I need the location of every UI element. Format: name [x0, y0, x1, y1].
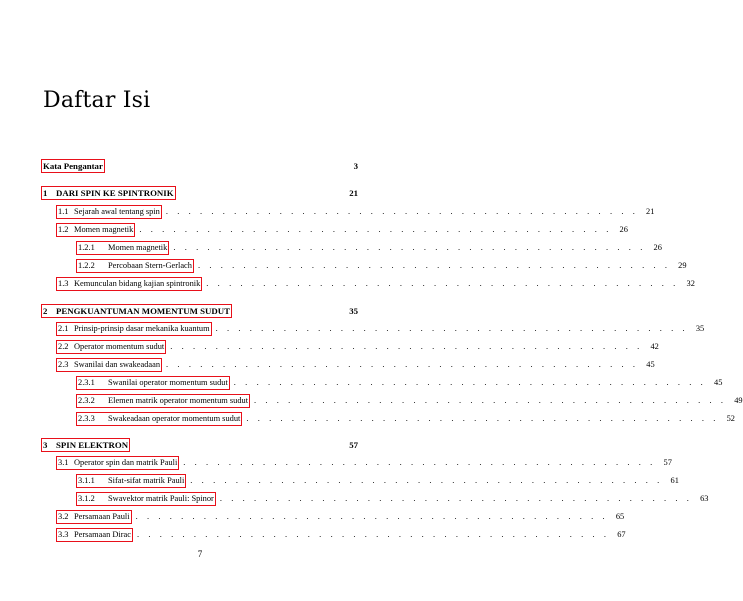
toc-entry-title: Swakeadaan operator momentum sudut	[108, 414, 241, 423]
toc-link[interactable]	[56, 277, 202, 291]
toc-entry[interactable]	[58, 340, 659, 352]
leader-dots: . . . . . . . . . . . . . . . . . . . . . . . . . . . . . . . . . . . . . . . . . .	[197, 261, 671, 270]
toc-entry[interactable]	[78, 376, 723, 388]
toc-entry-number: 3.1.2	[78, 494, 95, 503]
toc-entry-title: SPIN ELEKTRON	[56, 440, 129, 450]
toc-entry[interactable]	[58, 223, 628, 235]
toc-entry-page: 52	[726, 414, 735, 423]
toc-entry-page: 65	[615, 512, 625, 521]
toc-link[interactable]	[56, 528, 133, 542]
toc-entry-page: 49	[734, 396, 743, 405]
toc-entry-title: Elemen matrik operator momentum sudut	[108, 396, 249, 405]
toc-entry-page: 42	[650, 342, 659, 351]
toc-link[interactable]	[56, 322, 212, 336]
toc-link[interactable]	[56, 223, 135, 237]
toc-link[interactable]	[41, 186, 176, 200]
leader-dots: . . . . . . . . . . . . . . . . . . . . . . . . . . . . . . . . . . . . . . . . . .	[254, 396, 727, 405]
toc-entry-number: 2.1	[58, 324, 69, 333]
toc-link[interactable]	[41, 159, 105, 173]
toc-entry-title: PENGKUANTUMAN MOMENTUM SUDUT	[56, 306, 230, 316]
leader-dots: . . . . . . . . . . . . . . . . . . . . . . . . . . . . . . . . . . . . . . . . . .	[166, 360, 639, 369]
toc-entry-number: 2	[43, 306, 48, 316]
toc-link[interactable]	[76, 492, 216, 506]
toc-entry[interactable]	[58, 510, 625, 522]
toc-entry[interactable]	[78, 412, 735, 424]
toc-link[interactable]	[56, 456, 179, 470]
leader-dots: . . . . . . . . . . . . . . . . . . . . . . . . . . . . . . . . . . . . . . . . . .	[136, 530, 610, 539]
toc-entry-number: 3.2	[58, 512, 69, 521]
toc-entry[interactable]	[43, 438, 358, 450]
leader-dots: . . . . . . . . . . . . . . . . . . . . . . . . . . . . . . . . . . . . . . . . . .	[173, 243, 646, 252]
toc-entry-title: Kemunculan bidang kajian spintronik	[74, 279, 201, 288]
toc-link[interactable]	[41, 438, 130, 452]
toc-entry[interactable]	[43, 186, 358, 198]
toc-entry[interactable]	[58, 358, 655, 370]
toc-entry-page: 57	[349, 440, 358, 450]
toc-entry-title: Sejarah awal tentang spin	[74, 207, 160, 216]
leader-dots: . . . . . . . . . . . . . . . . . . . . . . . . . . . . . . . . . . . . . . . . . .	[233, 378, 707, 387]
toc-entry-number: 2.3	[58, 360, 69, 369]
toc-entry-page: 61	[670, 476, 679, 485]
toc-entry-title: DARI SPIN KE SPINTRONIK	[56, 188, 174, 198]
toc-entry-number: 1.3	[58, 279, 69, 288]
toc-link[interactable]	[56, 510, 132, 524]
toc-entry-number: 2.2	[58, 342, 69, 351]
toc-entry-title: Persamaan Dirac	[74, 530, 131, 539]
toc-entry-number: 3.1.1	[78, 476, 95, 485]
toc-entry-title: Kata Pengantar	[43, 161, 103, 171]
toc-link[interactable]	[76, 412, 242, 426]
toc-entry-page: 45	[646, 360, 655, 369]
toc-entry-number: 3.3	[58, 530, 69, 539]
toc-entry[interactable]	[58, 277, 695, 289]
toc-entry-number: 1.2.2	[78, 261, 95, 270]
toc-entry-page: 21	[646, 207, 655, 216]
page-title: Daftar Isi	[43, 88, 151, 113]
leader-dots: . . . . . . . . . . . . . . . . . . . . . . . . . . . . . . . . . . . . . . . . . .	[215, 324, 689, 333]
toc-entry-number: 1.1	[58, 207, 69, 216]
toc-entry-number: 1.2	[58, 225, 69, 234]
toc-entry-page: 67	[617, 530, 626, 539]
toc-entry-title: Persamaan Pauli	[74, 512, 130, 521]
toc-link[interactable]	[76, 474, 186, 488]
toc-entry-number: 2.3.2	[78, 396, 95, 405]
toc-entry[interactable]	[78, 241, 662, 253]
toc-link[interactable]	[56, 340, 166, 354]
toc-entry[interactable]	[43, 159, 358, 171]
toc-entry[interactable]	[78, 474, 679, 486]
toc-entry[interactable]	[78, 394, 743, 406]
toc-entry-title: Prinsip-prinsip dasar mekanika kuantum	[74, 324, 210, 333]
toc-entry-title: Swanilai dan swakeadaan	[74, 360, 161, 369]
toc-entry-title: Momen magnetik	[74, 225, 134, 234]
toc-entry[interactable]	[58, 456, 672, 468]
toc-entry-number: 2.3.3	[78, 414, 95, 423]
toc-entry-title: Operator spin dan matrik Pauli	[74, 458, 178, 467]
toc-entry-title: Sifat-sifat matrik Pauli	[108, 476, 185, 485]
toc-entry-page: 57	[663, 458, 672, 467]
toc-entry-title: Percobaan Stern-Gerlach	[108, 261, 192, 270]
leader-dots: . . . . . . . . . . . . . . . . . . . . . . . . . . . . . . . . . . . . . . . . . .	[183, 458, 656, 467]
toc-link[interactable]	[76, 376, 230, 390]
toc-entry-page: 35	[349, 306, 358, 316]
toc-entry[interactable]	[58, 322, 705, 334]
leader-dots: . . . . . . . . . . . . . . . . . . . . . . . . . . . . . . . . . . . . . . . . . .	[170, 342, 643, 351]
leader-dots: . . . . . . . . . . . . . . . . . . . . . . . . . . . . . . . . . . . . . . . . . .	[190, 476, 663, 485]
toc-entry-number: 3.1	[58, 458, 69, 467]
toc-entry-page: 3	[353, 161, 358, 171]
leader-dots: . . . . . . . . . . . . . . . . . . . . . . . . . . . . . . . . . . . . . . . . . .	[219, 494, 693, 503]
toc-entry-number: 1	[43, 188, 48, 198]
leader-dots: . . . . . . . . . . . . . . . . . . . . . . . . . . . . . . . . . . . . . . . . . .	[206, 279, 679, 288]
toc-entry-title: Swanilai operator momentum sudut	[108, 378, 228, 387]
toc-entry[interactable]	[58, 528, 626, 540]
toc-link[interactable]	[76, 241, 169, 255]
toc-link[interactable]	[41, 304, 232, 318]
toc-entry-page: 32	[686, 279, 695, 288]
page-number: 7	[197, 549, 203, 559]
leader-dots: . . . . . . . . . . . . . . . . . . . . . . . . . . . . . . . . . . . . . . . . . .	[165, 207, 639, 216]
toc-entry-title: Momen magnetik	[108, 243, 168, 252]
toc-entry-number: 3	[43, 440, 48, 450]
leader-dots: . . . . . . . . . . . . . . . . . . . . . . . . . . . . . . . . . . . . . . . . . .	[139, 225, 612, 234]
toc-entry-title: Operator momentum sudut	[74, 342, 165, 351]
toc-entry-page: 21	[349, 188, 358, 198]
toc-entry-page: 35	[695, 324, 705, 333]
leader-dots: . . . . . . . . . . . . . . . . . . . . . . . . . . . . . . . . . . . . . . . . . .	[246, 414, 719, 423]
toc-link[interactable]	[56, 358, 162, 372]
toc-entry-page: 29	[678, 261, 687, 270]
toc-link[interactable]	[76, 394, 250, 408]
toc-link[interactable]	[76, 259, 194, 273]
toc-entry[interactable]	[78, 259, 687, 271]
toc-link[interactable]	[56, 205, 162, 219]
toc-entry[interactable]	[78, 492, 709, 504]
toc-entry-page: 26	[653, 243, 662, 252]
toc-entry-page: 45	[714, 378, 723, 387]
leader-dots: . . . . . . . . . . . . . . . . . . . . . . . . . . . . . . . . . . . . . . . . . .	[135, 512, 609, 521]
toc-entry-number: 2.3.1	[78, 378, 95, 387]
toc-entry-page: 26	[619, 225, 628, 234]
toc-entry-number: 1.2.1	[78, 243, 95, 252]
toc-entry-title: Swavektor matrik Pauli: Spinor	[108, 494, 214, 503]
toc-entry-page: 63	[700, 494, 709, 503]
toc-entry[interactable]	[43, 304, 358, 316]
toc-entry[interactable]	[58, 205, 655, 217]
